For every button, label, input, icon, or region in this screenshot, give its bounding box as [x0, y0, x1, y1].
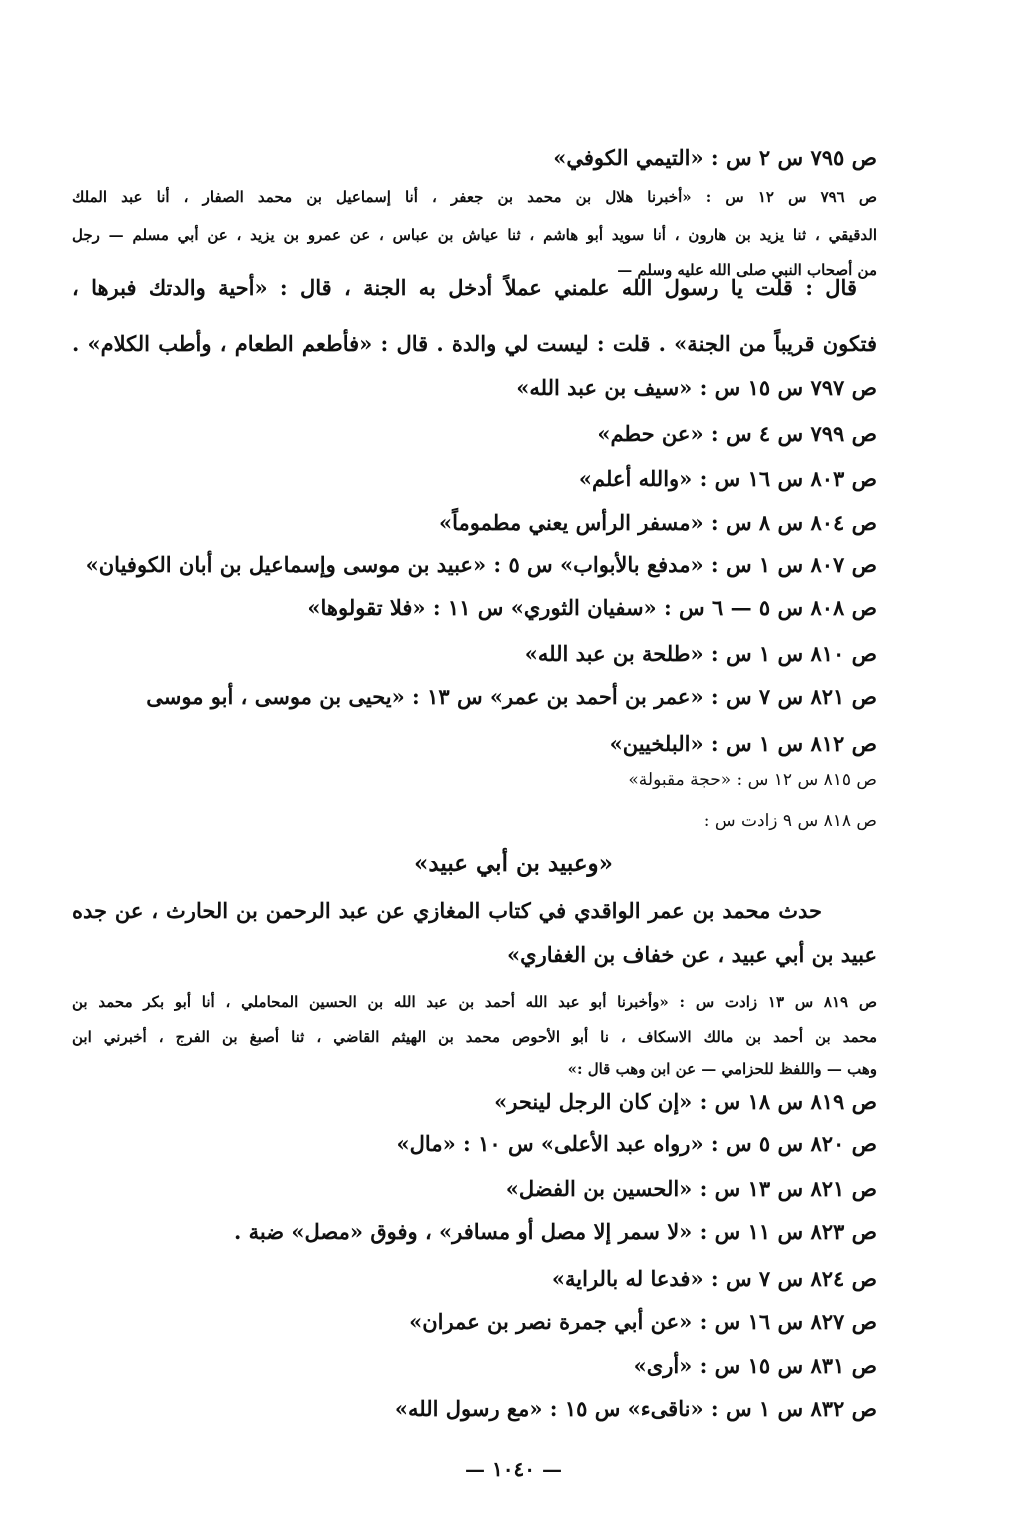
entry-line: ص ٨٠٣ س ١٦ س : «والله أعلم»: [578, 466, 877, 491]
section-line: محمد بن أحمد بن مالك الاسكاف ، نا أبو الأحوص محمد بن الهيثم القاضي ، ثنا أصبغ بن الفرج ، أخبرني ابن: [72, 1028, 877, 1046]
entry-line: ص ٧٩٥ س ٢ س : «التيمي الكوفي»: [553, 145, 877, 170]
section-heading: «وعبيد بن أبي عبيد»: [413, 850, 614, 877]
section-line: وهب — واللفظ للحزامي — عن ابن وهب قال :»: [567, 1060, 877, 1078]
entry-line: من أصحاب النبي صلى الله عليه وسلم —: [617, 261, 877, 279]
entry-line: ص ٧٩٧ س ١٥ س : «سيف بن عبد الله»: [516, 375, 877, 400]
entry-line: ص ٨١٨ س ٩ زادت س :: [703, 811, 877, 831]
section-line: ص ٨٣١ س ١٥ س : «أرى»: [633, 1353, 877, 1378]
entry-line: ص ٧٩٦ س ١٢ س : «أخبرنا هلال بن محمد بن جعفر ، أنا إسماعيل بن محمد الصفار ، أنا عبد الملك: [72, 188, 878, 206]
entry-line: ص ٨٠٤ س ٨ س : «مسفر الرأس يعني مطموماً»: [438, 510, 877, 535]
entry-line: قال : قلت يا رسول الله علمني عملاً أدخل به الجنة ، قال : «أحية والدتك فبرها ،: [72, 275, 857, 300]
section-line: ص ٨٣٢ س ١ س : «ناقىء» س ١٥ : «مع رسول الله»: [394, 1396, 877, 1421]
section-line: ص ٨٢٣ س ١١ س : «لا سمر إلا مصل أو مسافر» ، وفوق «مصل» ضبة .: [234, 1219, 877, 1244]
section-line: ص ٨١٩ س ١٣ زادت س : «وأخبرنا أبو عبد الله أحمد بن عبد الله بن الحسين المحاملي ، أنا أبو بكر محمد بن: [72, 993, 877, 1011]
entry-line: فتكون قريباً من الجنة» . قلت : ليست لي والدة . قال : «فأطعم الطعام ، وأطب الكلام» .: [72, 331, 877, 356]
section-line: ص ٨٢٠ س ٥ س : «رواه عبد الأعلى» س ١٠ : «مال»: [396, 1131, 877, 1156]
entry-line: ص ٧٩٩ س ٤ س : «عن حطم»: [597, 421, 877, 446]
entry-line: ص ٨٢١ س ٧ س : «عمر بن أحمد بن عمر» س ١٣ : «يحيى بن موسى ، أبو موسى: [146, 684, 877, 709]
page-number: — ١٠٤٠ —: [465, 1457, 562, 1481]
section-line: ص ٨٢١ س ١٣ س : «الحسين بن الفضل»: [505, 1176, 877, 1201]
section-line: ص ٨٢٧ س ١٦ س : «عن أبي جمرة نصر بن عمران»: [409, 1309, 877, 1334]
entry-line: ص ٨١٠ س ١ س : «طلحة بن عبد الله»: [524, 641, 877, 666]
entry-line: ص ٨١٢ س ١ س : «البلخيين»: [609, 731, 877, 756]
entry-line: ص ٨٠٧ س ١ س : «مدفع بالأبواب» س ٥ : «عبيد بن موسى وإسماعيل بن أبان الكوفيان»: [85, 552, 877, 577]
section-line: حدث محمد بن عمر الواقدي في كتاب المغازي عن عبد الرحمن بن الحارث ، عن جده: [72, 898, 822, 923]
section-line: ص ٨٢٤ س ٧ س : «فدعا له بالراية»: [551, 1266, 877, 1291]
entry-line: الدقيقي ، ثنا يزيد بن هارون ، أنا سويد أبو هاشم ، ثنا عياش بن عباس ، عن عمرو بن يزيد ، عن أبي مسلم — رجل: [72, 226, 877, 244]
entry-line: ص ٨٠٨ س ٥ — ٦ س : «سفيان الثوري» س ١١ : «فلا تقولوها»: [307, 595, 877, 620]
entry-line: ص ٨١٥ س ١٢ س : «حجة مقبولة»: [628, 770, 877, 790]
section-line: عبيد بن أبي عبيد ، عن خفاف بن الغفاري»: [507, 942, 877, 967]
section-line: ص ٨١٩ س ١٨ س : «إن كان الرجل لينحر»: [494, 1089, 877, 1114]
